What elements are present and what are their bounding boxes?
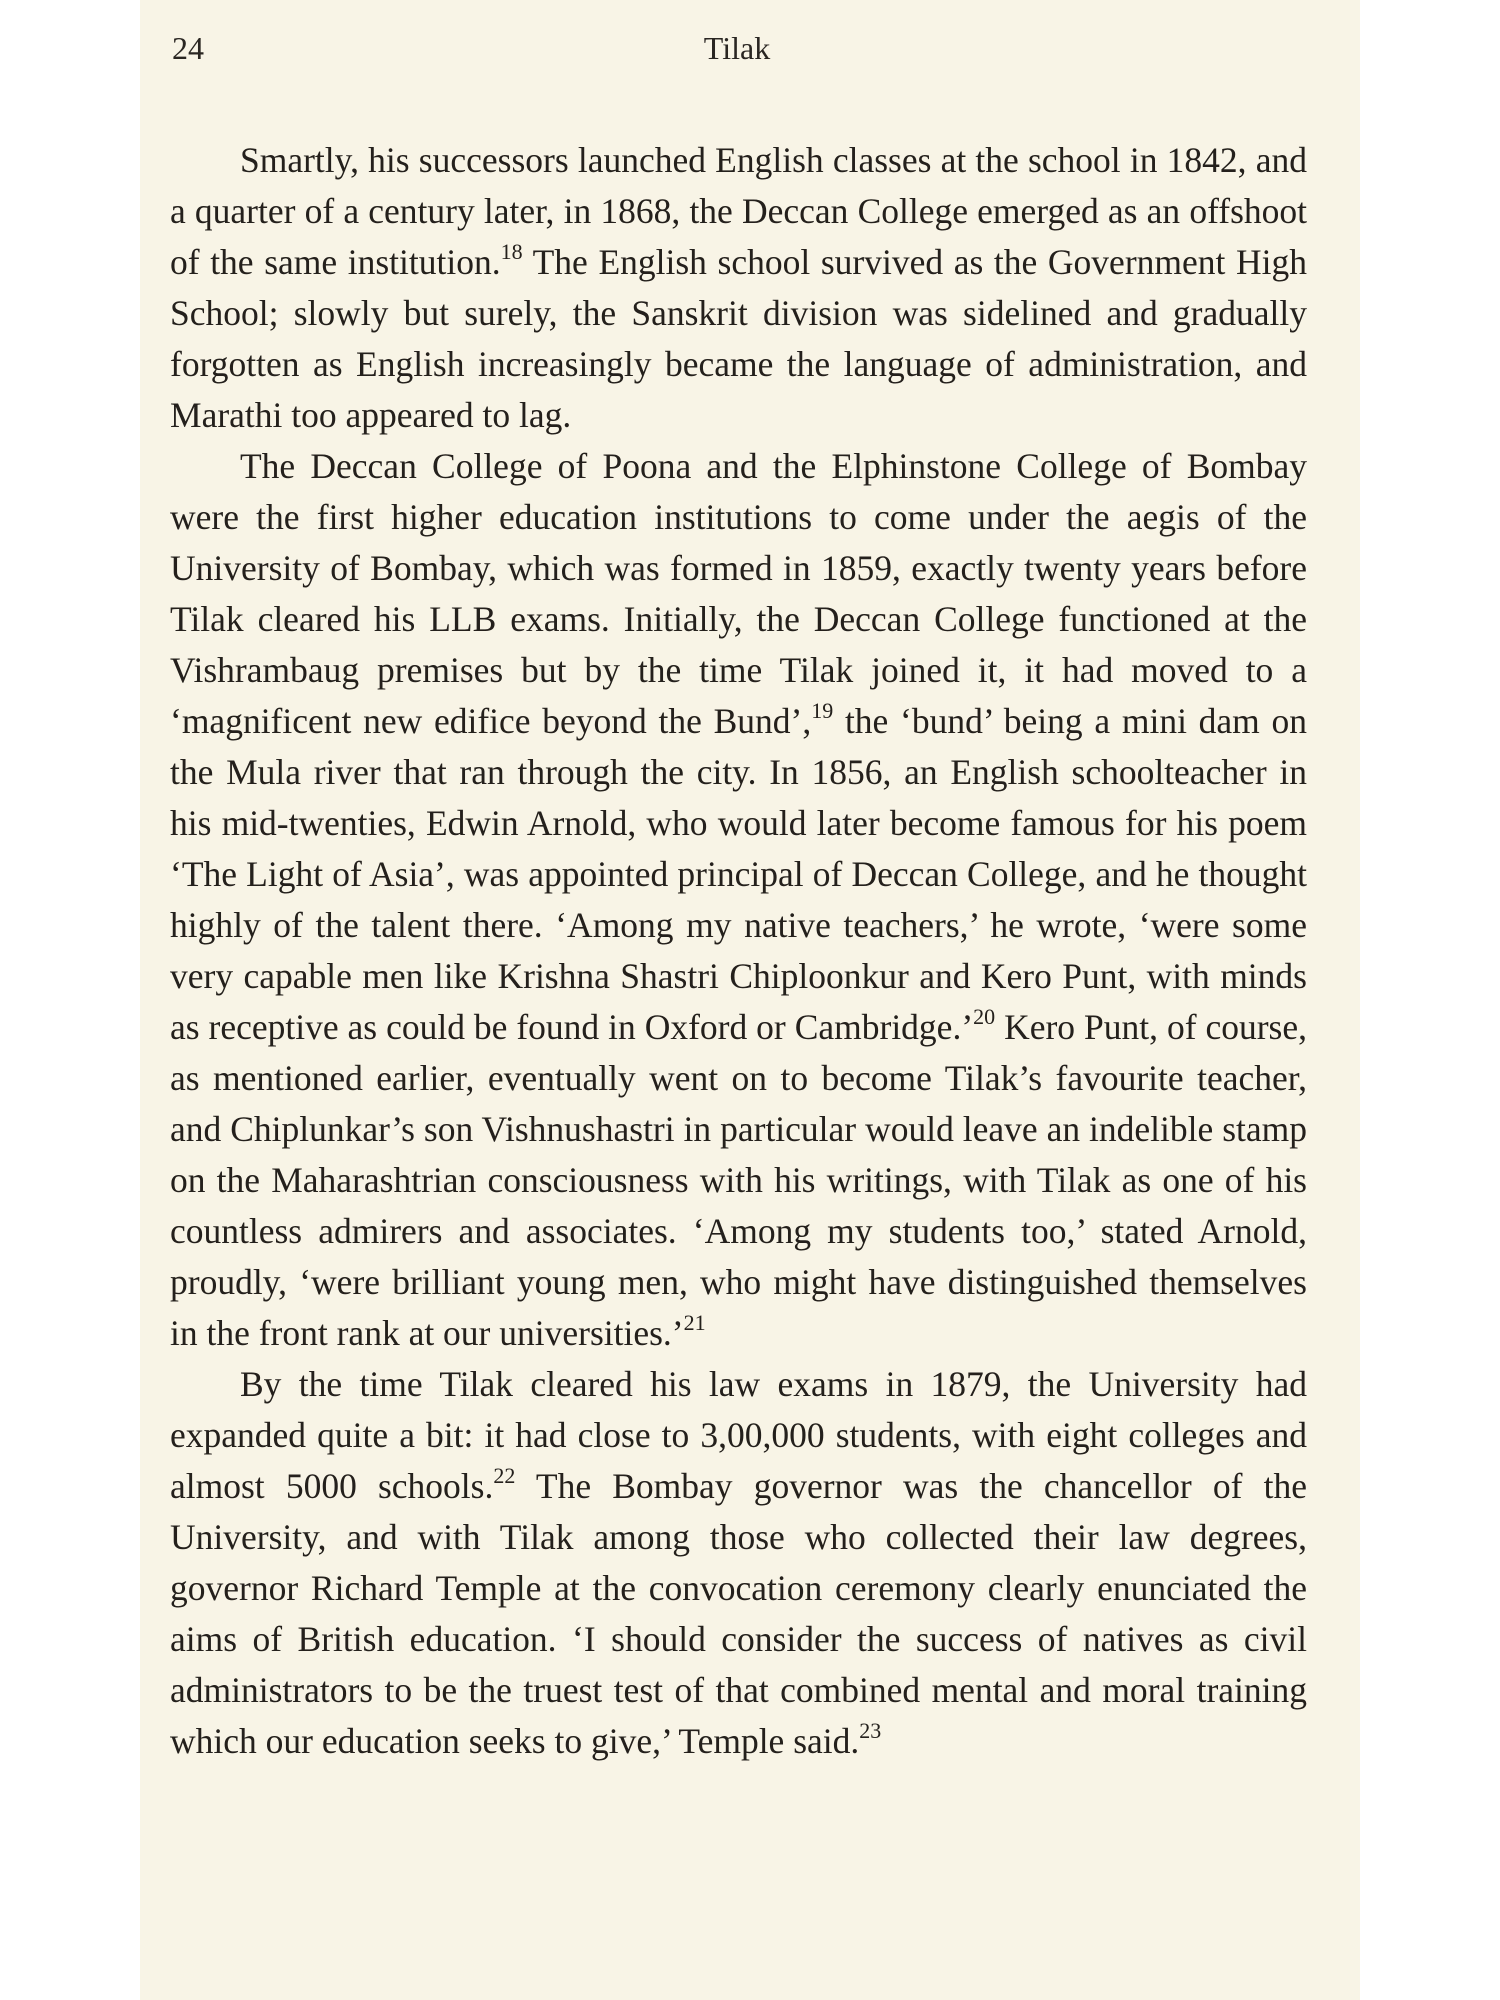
text-run: The Deccan College of Poona and the Elphinstone College of Bombay were the first higher education institutions to come under the aegis of the University of Bombay, which was formed in 1859, exactly twenty years before Tilak cleared his LLB exams. Initially, the Deccan College functioned at the Vishrambaug premises but by the time Tilak joined it, it had moved to a ‘magnificent new edifice beyond the Bund’, bbox=[170, 446, 1307, 741]
footnote-marker: 18 bbox=[500, 239, 523, 264]
text-run: The English school survived as the Government High School; slowly but surely, the Sanskrit division was sidelined and gradually forgotten as English increasingly became the language of administration, and Marathi too appeared to lag. bbox=[170, 242, 1307, 435]
paragraph bbox=[170, 1359, 1307, 1767]
text-run: By the time Tilak cleared his law exams in 1879, the University had expanded quite a bit: it had close to 3,00,000 students, with eight colleges and almost 5000 schools. bbox=[170, 1364, 1307, 1506]
running-head: Tilak bbox=[703, 30, 771, 66]
paragraph bbox=[170, 135, 1307, 441]
text-run: Smartly, his successors launched English classes at the school in 1842, and a quarter of a century later, in 1868, the Deccan College emerged as an offshoot of the same institution. bbox=[170, 140, 1307, 282]
footnote-marker: 23 bbox=[859, 1718, 882, 1743]
text-run: The Bombay governor was the chancellor of the University, and with Tilak among those who collected their law degrees, governor Richard Temple at the convocation ceremony clearly enunciated the aims of British education. ‘I should consider the success of natives as civil administrators to be the truest test of that combined mental and moral training which our education seeks to give,’ Temple said. bbox=[170, 1466, 1307, 1761]
paragraph bbox=[170, 441, 1307, 1359]
page-header bbox=[172, 30, 1302, 80]
text-run: Kero Punt, of course, as mentioned earlier, eventually went on to become Tilak’s favourite teacher, and Chiplunkar’s son Vishnushastri in particular would leave an indelible stamp on the Maharashtrian consciousness with his writings, with Tilak as one of his countless admirers and associates. ‘Among my students too,’ stated Arnold, proudly, ‘were brilliant young men, who might have distinguished themselves in the front rank at our universities.’ bbox=[170, 1007, 1307, 1353]
footnote-marker: 19 bbox=[811, 698, 834, 723]
footnote-marker: 20 bbox=[973, 1004, 996, 1029]
footnote-marker: 21 bbox=[683, 1310, 706, 1335]
text-run: the ‘bund’ being a mini dam on the Mula river that ran through the city. In 1856, an English schoolteacher in his mid-twenties, Edwin Arnold, who would later become famous for his poem ‘The Light of Asia’, was appointed principal of Deccan College, and he thought highly of the talent there. ‘Among my native teachers,’ he wrote, ‘were some very capable men like Krishna Shastri Chiploonkur and Kero Punt, with minds as receptive as could be found in Oxford or Cambridge.’ bbox=[170, 701, 1308, 1047]
body-text bbox=[170, 135, 1307, 1767]
footnote-marker: 22 bbox=[493, 1463, 516, 1488]
page-number: 24 bbox=[172, 30, 204, 66]
